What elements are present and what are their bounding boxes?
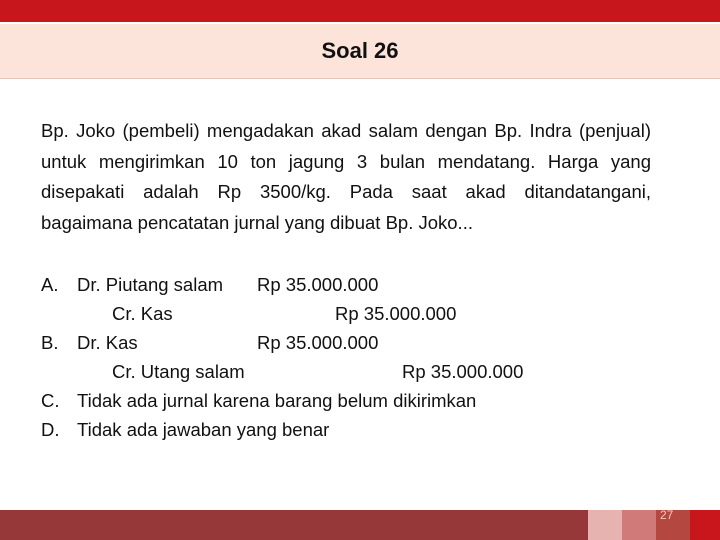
page-number: 27 <box>660 508 674 522</box>
option-b-letter: B. <box>41 332 59 353</box>
option-a-credit-account: Cr. Kas <box>112 303 173 324</box>
option-b-debit-amount: Rp 35.000.000 <box>257 332 379 353</box>
footer-square-light <box>588 510 622 540</box>
option-d-text: Tidak ada jawaban yang benar <box>77 419 330 440</box>
footer-square-medium <box>622 510 656 540</box>
option-d-letter: D. <box>41 419 60 440</box>
option-c-text: Tidak ada jurnal karena barang belum dikirimkan <box>77 390 477 411</box>
option-c-letter: C. <box>41 390 60 411</box>
option-a-credit-amount: Rp 35.000.000 <box>335 303 457 324</box>
top-accent-bar <box>0 0 720 22</box>
option-b-credit-account: Cr. Utang salam <box>112 361 245 382</box>
slide-title: Soal 26 <box>321 38 399 63</box>
option-a-debit-account: Dr. Piutang salam <box>77 274 224 295</box>
question-text: Bp. Joko (pembeli) mengadakan akad salam dengan Bp. Indra (penjual) untuk mengirimkan 10 ton jagung 3 bulan mendatang. Harga yang disepakati adalah Rp 3500/kg. Pada saat akad ditandatangani, bagaimana pencatatan jurnal yang dibuat Bp. Joko... <box>41 120 651 233</box>
option-b-credit-amount: Rp 35.000.000 <box>402 361 524 382</box>
title-band <box>0 24 720 79</box>
option-a-debit-amount: Rp 35.000.000 <box>257 274 379 295</box>
option-a-letter: A. <box>41 274 59 295</box>
option-b-debit-account: Dr. Kas <box>77 332 138 353</box>
footer-square-red <box>690 510 720 540</box>
